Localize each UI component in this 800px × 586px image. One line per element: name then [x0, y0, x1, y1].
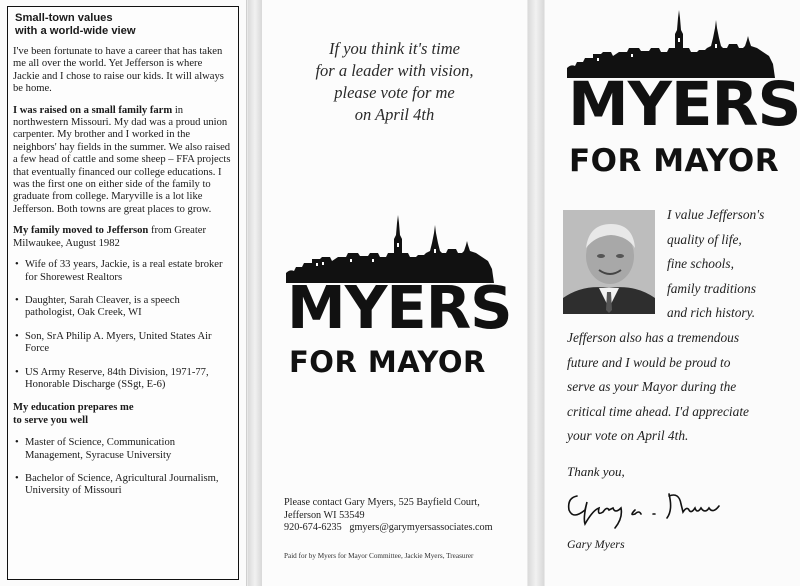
quote-line: please vote for me	[334, 83, 455, 102]
contact-info	[284, 497, 493, 535]
logo-myers: MYERS	[287, 273, 512, 342]
contact-phone: 920-674-6235	[284, 522, 342, 534]
family-heading: My family moved to Jefferson	[13, 225, 149, 237]
contact-city: Jefferson WI 53549	[284, 509, 365, 521]
candidate-photo	[563, 210, 655, 314]
candidate-name: Gary Myers	[567, 537, 625, 551]
quote-line: If you think it's time	[329, 39, 460, 58]
logo-for-mayor: FOR MAYOR	[569, 143, 780, 179]
bio-panel	[0, 0, 247, 586]
statement-line: quality of life,	[667, 231, 742, 247]
contact-email: gmyers@garymyersassociates.com	[349, 522, 493, 534]
paid-for-disclaimer: Paid for by Myers for Mayor Committee, Jackie Myers, Treasurer	[284, 552, 474, 560]
fold-shadow	[528, 0, 544, 586]
statement-line: critical time ahead. I'd appreciate	[567, 403, 749, 419]
family-text: from Greater Milwaukee, August 1982	[13, 225, 206, 249]
family-item: • US Army Reserve, 84th Division, 1971-77, Honorable Discharge (SSgt, E-6)	[13, 367, 231, 392]
education-list	[13, 437, 231, 498]
family-list	[13, 259, 231, 391]
quote-line: for a leader with vision,	[315, 61, 474, 80]
statement-line: and rich history.	[667, 305, 756, 321]
statement-line: Jefferson also has a tremendous	[567, 330, 740, 345]
quote-line: on April 4th	[354, 105, 435, 124]
family-item: • Daughter, Sarah Cleaver, is a speech pathologist, Oak Creek, WI	[13, 295, 231, 320]
farm-heading: I was raised on a small family farm	[13, 104, 173, 116]
statement-line: I value Jefferson's	[667, 207, 765, 222]
contact-phone-email	[284, 522, 493, 535]
statement-line: fine schools,	[667, 256, 734, 272]
education-item: • Bachelor of Science, Agricultural Journalism, University of Missouri	[13, 473, 231, 498]
closing-text: Thank you,	[567, 464, 625, 479]
education-heading-line2: to serve you well	[13, 414, 89, 426]
town-skyline-icon	[567, 8, 775, 78]
bio-intro: I've been fortunate to have a career that has taken me all over the world. Yet Jefferson is where Jackie and I chose to raise our kids. It will always be home.	[13, 46, 224, 95]
statement-line: future and I would be proud to	[567, 354, 731, 370]
vote-quote	[262, 38, 527, 126]
logo-for-mayor: FOR MAYOR	[289, 345, 486, 379]
education-heading	[13, 402, 231, 427]
farm-section	[13, 105, 231, 217]
logo-myers: MYERS	[568, 69, 800, 140]
bio-text	[13, 12, 231, 509]
cover-panel	[262, 0, 527, 586]
statement-bottom	[567, 326, 749, 449]
family-item: • Wife of 33 years, Jackie, is a real estate broker for Shorewest Realtors	[13, 259, 231, 284]
bio-heading	[15, 12, 231, 38]
education-heading-line1: My education prepares me	[13, 402, 134, 414]
farm-text: in northwestern Missouri. My dad was a proud union carpenter. My brother and I worked in the neighbors' hay fields in the summer. We also raised a few head of cattle and some sheep – FFA projects that eventually financed our college educations. I was the first one on either side of the family to graduate from college. Maryville is a lot like Jefferson. Both towns are great places to grow.	[13, 104, 231, 215]
fold-shadow	[248, 0, 262, 586]
bio-heading-line2: with a world-wide view	[15, 25, 136, 37]
statement-top	[667, 203, 764, 326]
message-panel	[545, 0, 800, 586]
statement-line: serve as your Mayor during the	[567, 379, 737, 395]
candidate-portrait-icon	[563, 210, 655, 314]
contact-address: Please contact Gary Myers, 525 Bayfield Court,	[284, 497, 480, 508]
bio-heading-line1: Small-town values	[15, 12, 113, 24]
family-item: • Son, SrA Philip A. Myers, United States Air Force	[13, 331, 231, 356]
statement-line: family traditions	[667, 280, 756, 296]
statement-line: your vote on April 4th.	[567, 428, 689, 444]
education-item: • Master of Science, Communication Management, Syracuse University	[13, 437, 231, 462]
family-section	[13, 225, 231, 250]
signature-icon	[563, 480, 743, 532]
